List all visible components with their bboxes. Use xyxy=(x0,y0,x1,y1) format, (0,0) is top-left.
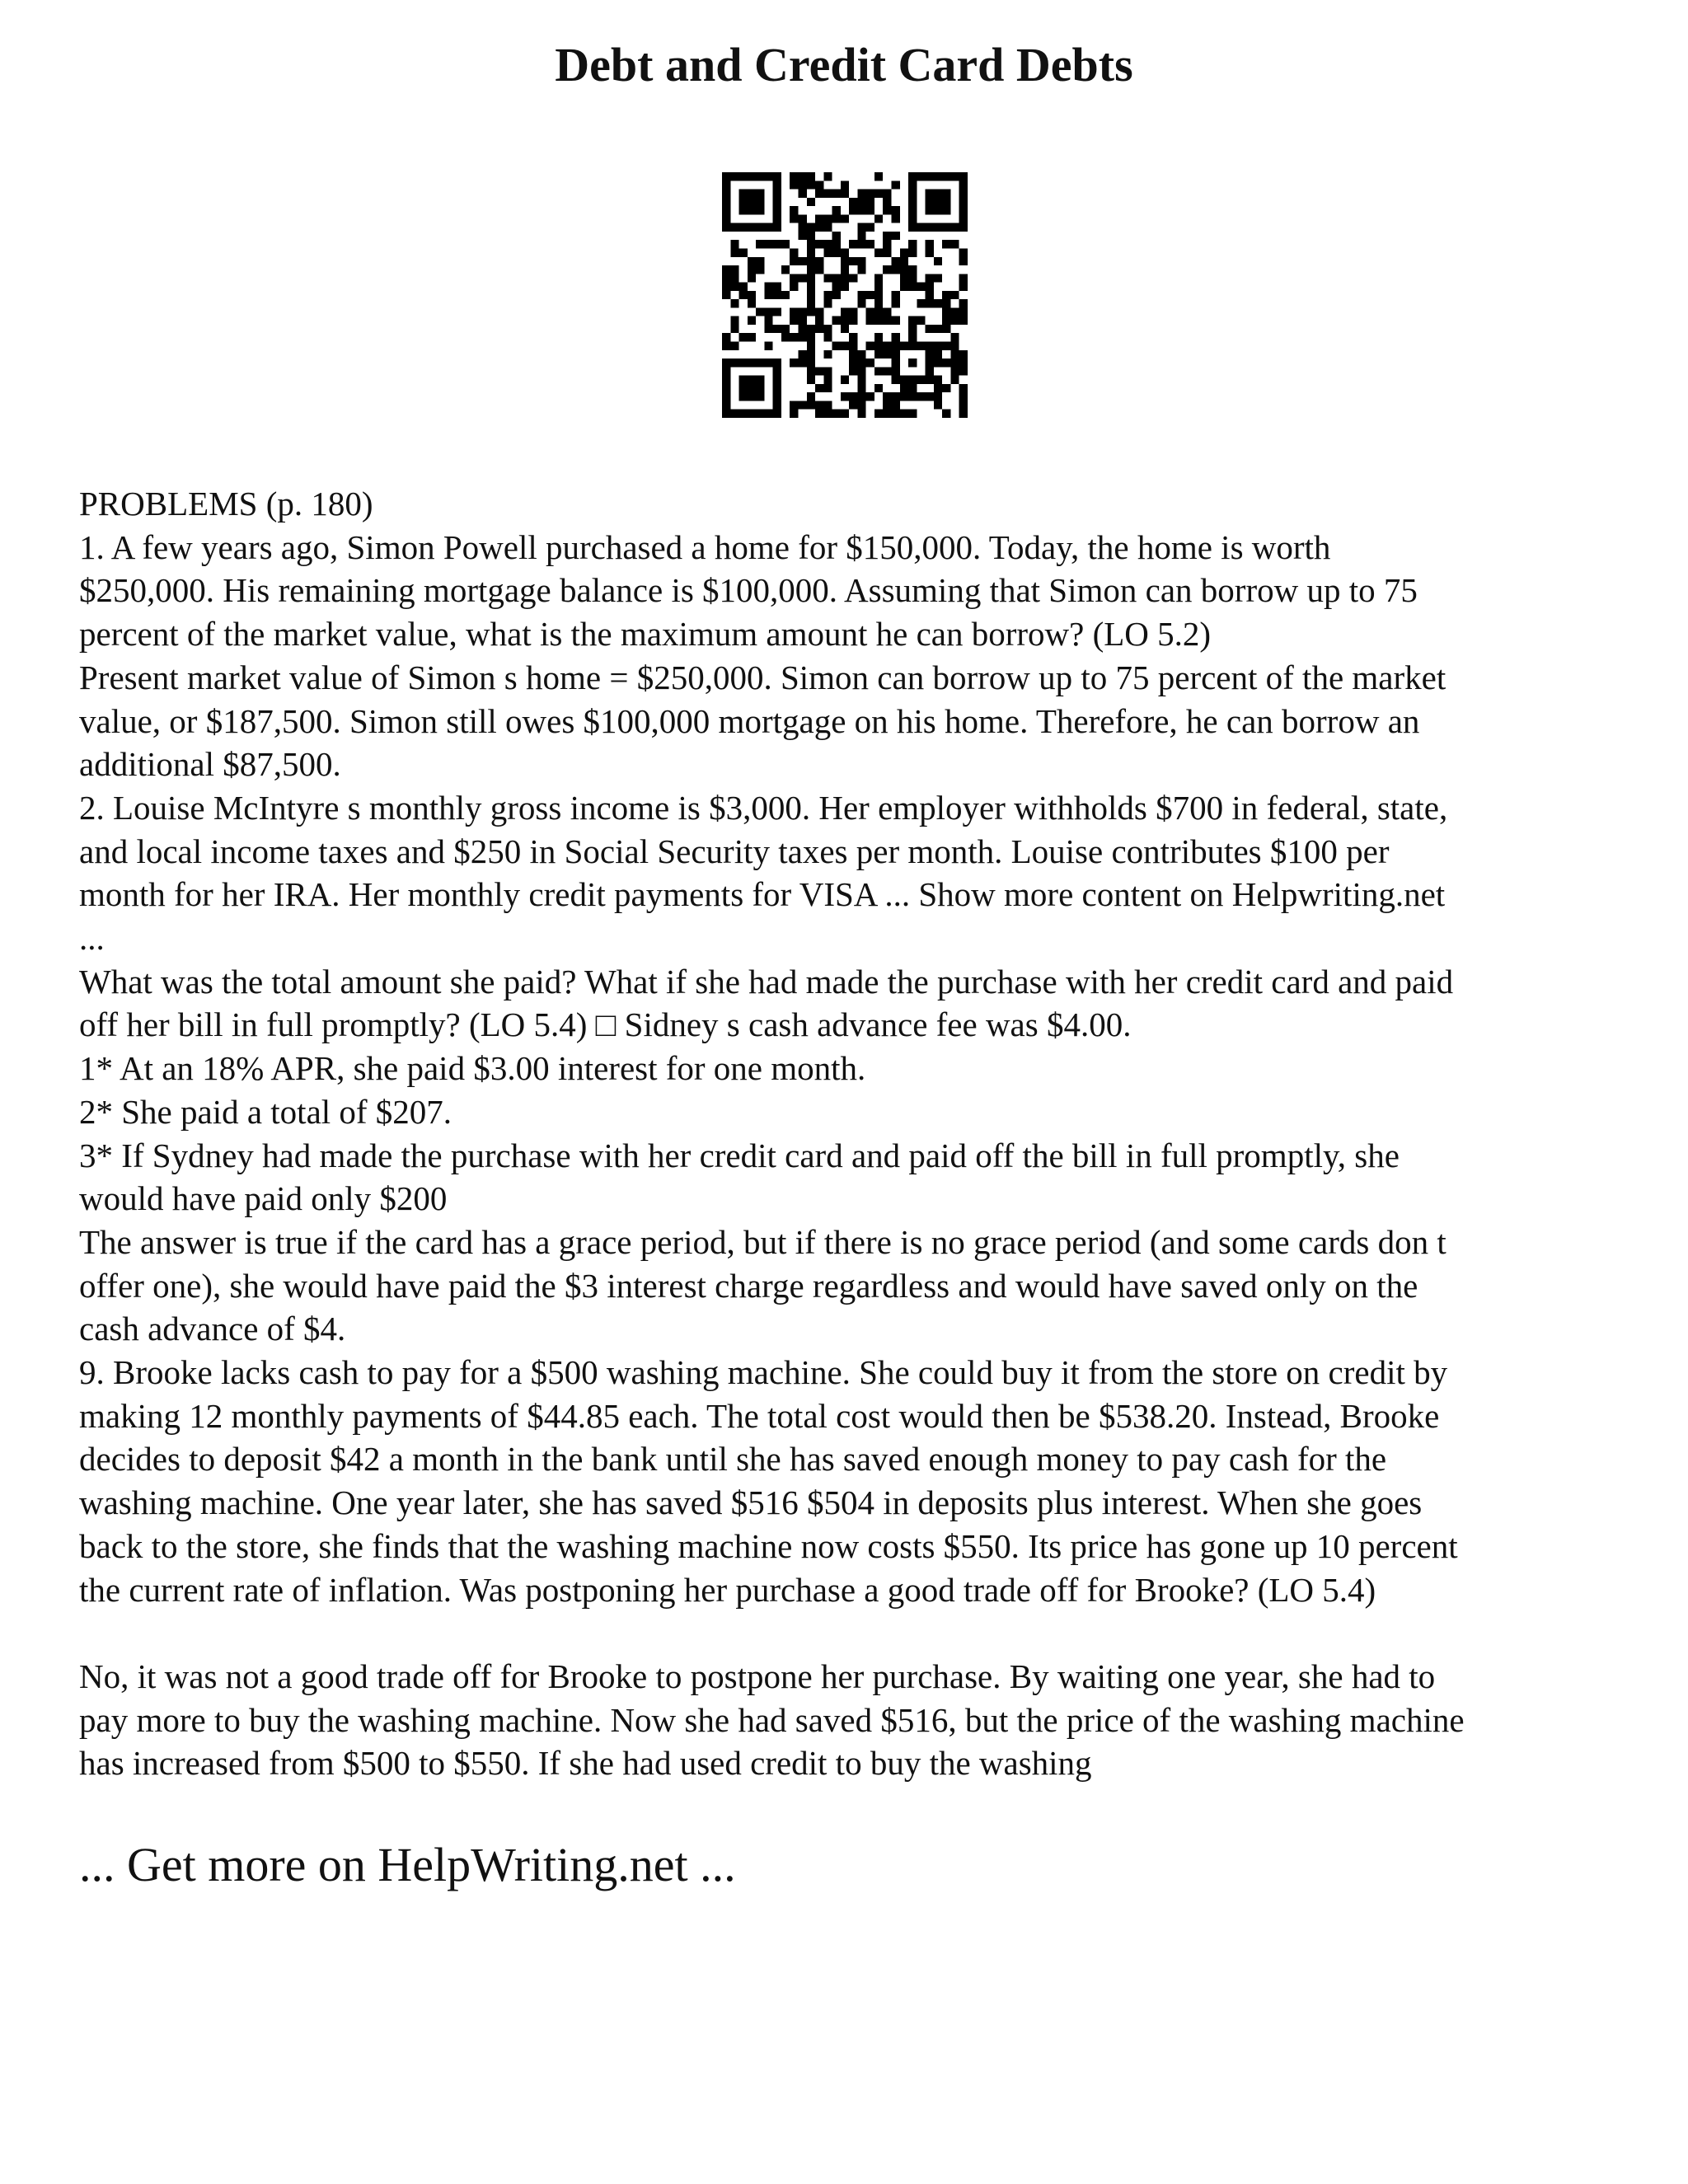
text-line: and local income taxes and $250 in Social Security taxes per month. Louise contributes $100 per xyxy=(79,832,1390,870)
qr-code-icon xyxy=(722,172,968,418)
text-line: The answer is true if the card has a grace period, but if there is no grace period (and some cards don t xyxy=(79,1222,1447,1261)
text-line: 2* She paid a total of $207. xyxy=(79,1092,452,1131)
text-line: 9. Brooke lacks cash to pay for a $500 washing machine. She could buy it from the store on credit by xyxy=(79,1353,1448,1392)
text-line: $250,000. His remaining mortgage balance is $100,000. Assuming that Simon can borrow up to 75 xyxy=(79,571,1418,610)
text-line: percent of the market value, what is the maximum amount he can borrow? (LO 5.2) xyxy=(79,615,1212,654)
text-line: additional $87,500. xyxy=(79,745,341,784)
text-line: No, it was not a good trade off for Brooke to postpone her purchase. By waiting one year, she had to xyxy=(79,1657,1436,1695)
text-line: cash advance of $4. xyxy=(79,1310,346,1348)
text-line: 2. Louise McIntyre s monthly gross income is $3,000. Her employer withholds $700 in federal, state, xyxy=(79,788,1448,827)
text-line: making 12 monthly payments of $44.85 each. The total cost would then be $538.20. Instead, Brooke xyxy=(79,1396,1440,1435)
text-line: would have paid only $200 xyxy=(79,1179,448,1218)
text-line: the current rate of inflation. Was postponing her purchase a good trade off for Brooke? (LO 5.4) xyxy=(79,1570,1376,1609)
text-line: ... xyxy=(79,919,105,958)
text-line: washing machine. One year later, she has saved $516 $504 in deposits plus interest. When she goes xyxy=(79,1483,1423,1522)
text-line: has increased from $500 to $550. If she had used credit to buy the washing xyxy=(79,1744,1092,1783)
text-line: PROBLEMS (p. 180) xyxy=(79,485,373,523)
qr-code xyxy=(722,172,968,418)
document-title: Debt and Credit Card Debts xyxy=(555,38,1133,91)
text-line: decides to deposit $42 a month in the bank until she has saved enough money to pay cash for the xyxy=(79,1440,1387,1479)
text-line: pay more to buy the washing machine. Now she had saved $516, but the price of the washing machine xyxy=(79,1700,1465,1739)
get-more-link[interactable]: ... Get more on HelpWriting.net ... xyxy=(79,1838,736,1891)
document-body xyxy=(79,482,1629,1785)
text-line: What was the total amount she paid? What if she had made the purchase with her credit card and paid xyxy=(79,962,1454,1001)
text-line xyxy=(79,1611,1629,1655)
text-line: 1* At an 18% APR, she paid $3.00 interest for one month. xyxy=(79,1049,866,1088)
text-line: month for her IRA. Her monthly credit payments for VISA ... Show more content on Helpwriting.net xyxy=(79,875,1446,914)
text-line: off her bill in full promptly? (LO 5.4) □ Sidney s cash advance fee was $4.00. xyxy=(79,1005,1132,1044)
text-line: 3* If Sydney had made the purchase with her credit card and paid off the bill in full promptly, she xyxy=(79,1136,1400,1174)
text-line: value, or $187,500. Simon still owes $100,000 mortgage on his home. Therefore, he can borrow an xyxy=(79,701,1420,740)
text-line: 1. A few years ago, Simon Powell purchased a home for $150,000. Today, the home is worth xyxy=(79,527,1331,566)
text-line: offer one), she would have paid the $3 interest charge regardless and would have saved only on the xyxy=(79,1266,1418,1305)
text-line: back to the store, she finds that the washing machine now costs $550. Its price has gone up 10 percent xyxy=(79,1526,1458,1565)
text-line: Present market value of Simon s home = $250,000. Simon can borrow up to 75 percent of the market xyxy=(79,658,1447,696)
